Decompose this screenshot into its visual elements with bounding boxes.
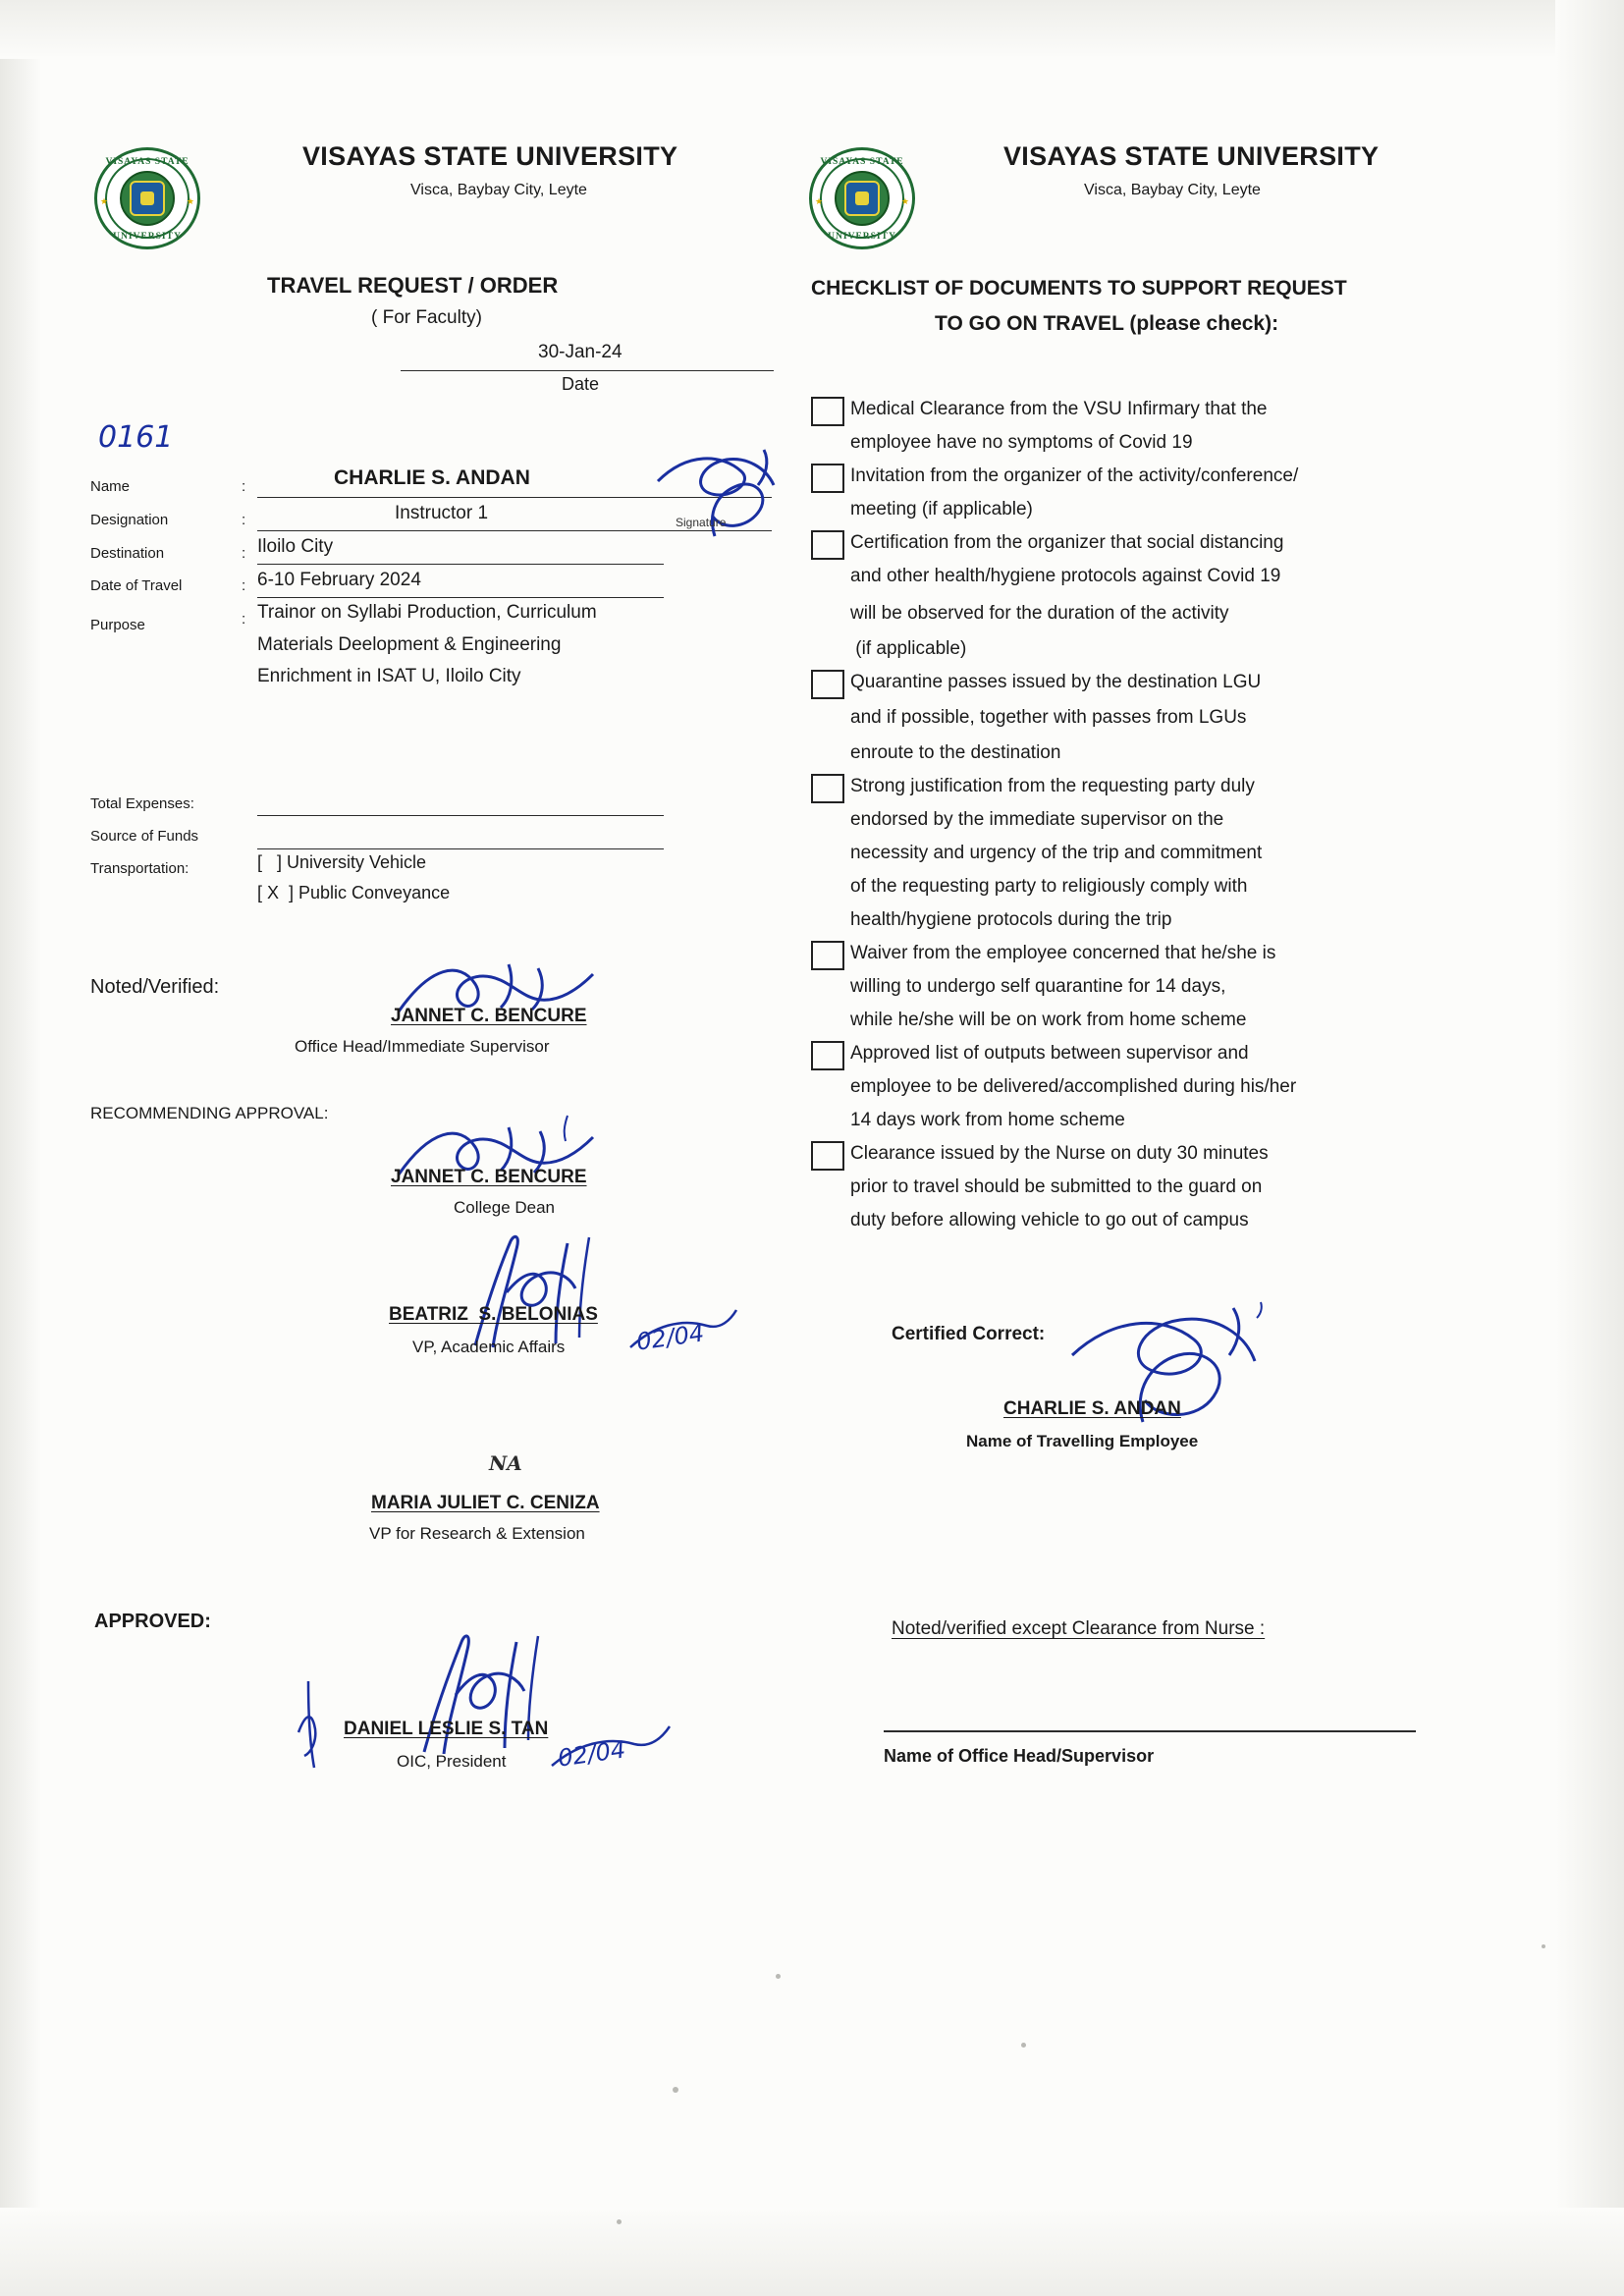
seal-core-dot [140, 191, 154, 205]
signature-ink-vp-academic-affairs [454, 1228, 650, 1355]
checklist-checkbox-1[interactable] [811, 397, 844, 426]
checklist-title-line-2: TO GO ON TRAVEL (please check): [935, 312, 1279, 335]
checklist-item-7-line-1: Approved list of outputs between supervisor and [850, 1043, 1249, 1064]
field-colon: : [242, 611, 246, 628]
scan-speck [776, 1974, 781, 1979]
field-label-destination: Destination [90, 545, 165, 562]
field-rule-name [257, 497, 772, 498]
certified-correct-label: Certified Correct: [892, 1324, 1046, 1344]
field-label-purpose: Purpose [90, 617, 145, 633]
document-title: TRAVEL REQUEST / ORDER [267, 273, 559, 298]
checklist-item-5-line-3: necessity and urgency of the trip and commitment [850, 843, 1263, 863]
left-university-name: VISAYAS STATE UNIVERSITY [302, 141, 678, 171]
scan-speck [617, 2219, 622, 2224]
checklist-item-6-line-3: while he/she will be on work from home scheme [850, 1010, 1247, 1030]
scan-shadow-top [0, 0, 1624, 59]
field-value-purpose-line-3: Enrichment in ISAT U, Iloilo City [257, 666, 521, 686]
scan-shadow-left [0, 0, 41, 2296]
field-label-name: Name [90, 478, 131, 495]
scan-shadow-bottom [0, 2208, 1624, 2296]
field-value-name: CHARLIE S. ANDAN [334, 466, 530, 489]
checklist-item-4-line-2: and if possible, together with passes from LGUs [850, 707, 1247, 728]
vp-academic-affairs-name: BEATRIZ S. BELONIAS [389, 1304, 598, 1325]
field-colon: : [242, 545, 246, 562]
field-rule-designation [257, 530, 772, 531]
checklist-item-3-line-2: and other health/hygiene protocols against Covid 19 [850, 566, 1281, 586]
seal-star: ★ [100, 196, 109, 206]
field-colon: : [242, 512, 246, 528]
field-label-designation: Designation [90, 512, 169, 528]
field-value-designation: Instructor 1 [395, 503, 489, 523]
vp-research-extension-name: MARIA JULIET C. CENIZA [371, 1493, 600, 1513]
field-colon: : [242, 478, 246, 495]
checklist-item-4-line-3: enroute to the destination [850, 742, 1061, 763]
transportation-option-university-vehicle[interactable]: [ ] University Vehicle [257, 852, 427, 872]
checklist-item-8-line-1: Clearance issued by the Nurse on duty 30 minutes [850, 1143, 1269, 1164]
checklist-item-4-line-1: Quarantine passes issued by the destination LGU [850, 672, 1262, 692]
date-label: Date [562, 374, 600, 394]
field-value-purpose-line-1: Trainor on Syllabi Production, Curriculum [257, 602, 597, 623]
seal-star: ★ [186, 196, 194, 206]
checklist-item-1-line-1: Medical Clearance from the VSU Infirmary that the [850, 399, 1268, 419]
field-rule-date-of-travel [257, 597, 664, 598]
document-subtitle: ( For Faculty) [371, 307, 482, 328]
noted-verified-name: JANNET C. BENCURE [391, 1006, 587, 1026]
certified-correct-name: CHARLIE S. ANDAN [1003, 1398, 1181, 1419]
noted-verified-role: Office Head/Immediate Supervisor [295, 1037, 550, 1056]
noted-verified-label: Noted/Verified: [90, 976, 220, 998]
scan-shadow-right [1555, 0, 1624, 2296]
signature-ink-employee-top [648, 442, 805, 560]
checklist-checkbox-6[interactable] [811, 941, 844, 970]
checklist-item-6-line-2: willing to undergo self quarantine for 14 days, [850, 976, 1226, 997]
checklist-item-5-line-4: of the requesting party to religiously comply with [850, 876, 1248, 897]
checklist-checkbox-4[interactable] [811, 670, 844, 699]
checklist-item-2-line-2: meeting (if applicable) [850, 499, 1033, 519]
right-university-name: VISAYAS STATE UNIVERSITY [1003, 141, 1380, 171]
field-label-date-of-travel: Date of Travel [90, 577, 183, 594]
source-of-funds-rule [257, 848, 664, 849]
checklist-item-3-line-3: will be observed for the duration of the activity [850, 603, 1229, 624]
right-university-address: Visca, Baybay City, Leyte [1084, 182, 1261, 198]
scan-speck [1542, 1944, 1545, 1948]
president-name: DANIEL LESLIE S. TAN [344, 1719, 549, 1739]
checklist-item-5-line-5: health/hygiene protocols during the trip [850, 909, 1172, 930]
college-dean-role: College Dean [454, 1198, 556, 1217]
seal-star: ★ [815, 196, 824, 206]
checklist-item-5-line-2: endorsed by the immediate supervisor on the [850, 809, 1224, 830]
university-seal-right [809, 147, 915, 249]
checklist-item-7-line-2: employee to be delivered/accomplished during his/her [850, 1076, 1297, 1097]
scan-speck [673, 2087, 678, 2093]
scan-speck [1021, 2043, 1026, 2048]
president-role: OIC, President [397, 1752, 507, 1771]
nurse-note-label: Noted/verified except Clearance from Nurse : [892, 1618, 1266, 1639]
nurse-note-signature-rule [884, 1730, 1416, 1732]
total-expenses-label: Total Expenses: [90, 795, 194, 812]
field-value-date-of-travel: 6-10 February 2024 [257, 570, 421, 590]
recommending-approval-label: RECOMMENDING APPROVAL: [90, 1104, 329, 1122]
checklist-checkbox-3[interactable] [811, 530, 844, 560]
field-value-destination: Iloilo City [257, 536, 334, 557]
checklist-item-5-line-1: Strong justification from the requesting party duly [850, 776, 1255, 796]
nurse-note-role: Name of Office Head/Supervisor [884, 1746, 1155, 1766]
transportation-option-public-conveyance[interactable]: [ X ] Public Conveyance [257, 883, 451, 902]
checklist-item-3-line-1: Certification from the organizer that social distancing [850, 532, 1284, 553]
checklist-item-1-line-2: employee have no symptoms of Covid 19 [850, 432, 1193, 453]
checklist-checkbox-7[interactable] [811, 1041, 844, 1070]
checklist-checkbox-2[interactable] [811, 464, 844, 493]
checklist-item-8-line-2: prior to travel should be submitted to the guard on [850, 1176, 1263, 1197]
seal-arc-top: VISAYAS STATE [820, 157, 904, 167]
source-of-funds-label: Source of Funds [90, 828, 199, 845]
checklist-checkbox-5[interactable] [811, 774, 844, 803]
signature-caption: Signature [676, 516, 727, 529]
handwritten-reference-number: 0161 [98, 420, 174, 455]
seal-arc-bottom: UNIVERSITY [828, 232, 896, 242]
seal-star: ★ [900, 196, 909, 206]
vp-research-extension-role: VP for Research & Extension [369, 1524, 585, 1543]
field-value-purpose-line-2: Materials Deelopment & Engineering [257, 634, 562, 655]
checklist-item-2-line-1: Invitation from the organizer of the activity/conference/ [850, 465, 1299, 486]
college-dean-name: JANNET C. BENCURE [391, 1167, 587, 1187]
left-university-address: Visca, Baybay City, Leyte [410, 182, 587, 198]
vp-academic-affairs-role: VP, Academic Affairs [412, 1338, 566, 1356]
university-seal-left [94, 147, 200, 249]
na-mark: NA [489, 1451, 522, 1475]
date-rule [401, 370, 774, 371]
checklist-item-3-line-4: (if applicable) [850, 638, 967, 659]
certified-correct-role: Name of Travelling Employee [966, 1432, 1199, 1450]
seal-core-dot [855, 191, 869, 205]
checklist-item-7-line-3: 14 days work from home scheme [850, 1110, 1125, 1130]
checklist-checkbox-8[interactable] [811, 1141, 844, 1171]
date-value: 30-Jan-24 [538, 342, 623, 362]
total-expenses-rule [257, 815, 664, 816]
president-date-ink: 02/04 [556, 1735, 627, 1773]
field-rule-destination [257, 564, 664, 565]
checklist-item-8-line-3: duty before allowing vehicle to go out of campus [850, 1210, 1249, 1230]
field-colon: : [242, 577, 246, 594]
seal-arc-top: VISAYAS STATE [105, 157, 189, 167]
checklist-item-6-line-1: Waiver from the employee concerned that he/she is [850, 943, 1276, 963]
transportation-label: Transportation: [90, 860, 189, 877]
approved-label: APPROVED: [94, 1611, 211, 1632]
seal-arc-bottom: UNIVERSITY [113, 232, 182, 242]
vp-academic-affairs-date-ink: 02/04 [634, 1319, 706, 1356]
checklist-title-line-1: CHECKLIST OF DOCUMENTS TO SUPPORT REQUEST [811, 277, 1347, 300]
